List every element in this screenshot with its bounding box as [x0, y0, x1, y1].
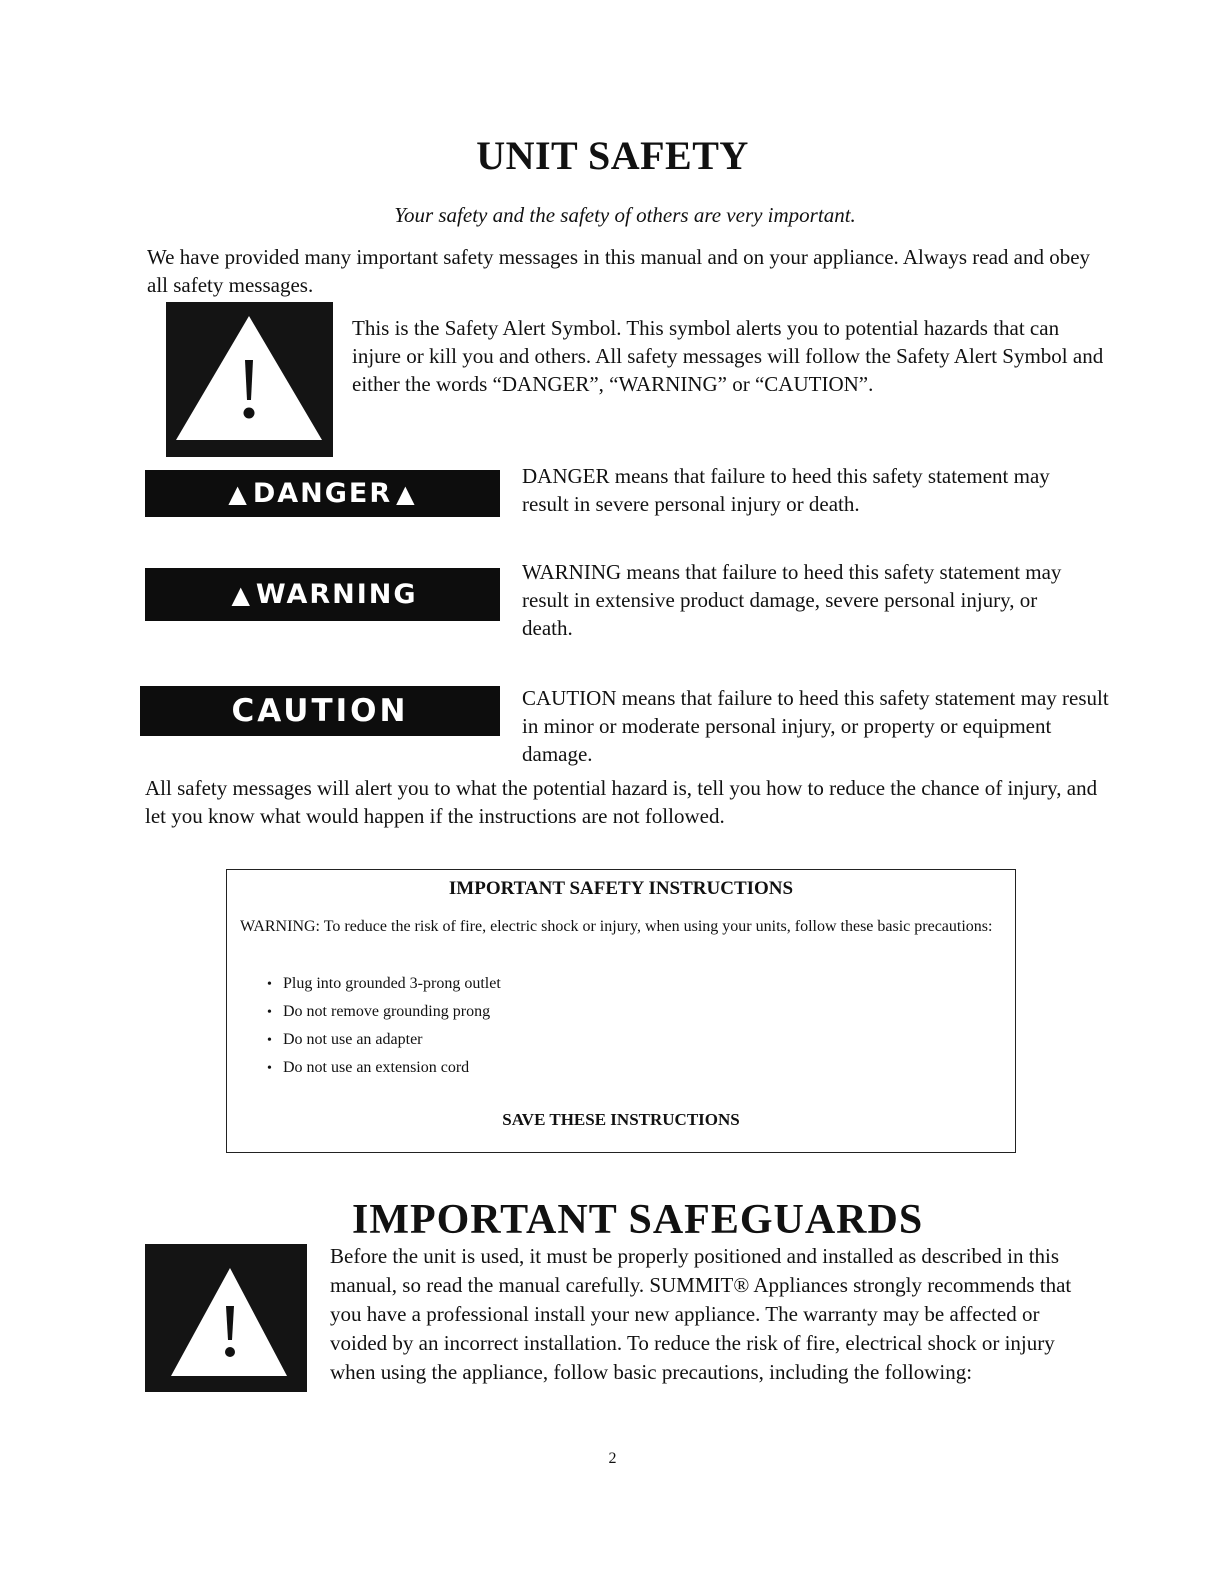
all-messages-paragraph: All safety messages will alert you to what the potential hazard is, tell you how to reduce the chance of injury, and let you know what would happen if the instructions are not followed.	[145, 776, 1098, 828]
page-title: UNIT SAFETY	[476, 133, 749, 178]
tagline: Your safety and the safety of others are very important.	[394, 203, 856, 227]
list-item: • Plug into grounded 3-prong outlet	[267, 970, 501, 998]
instructions-title: IMPORTANT SAFETY INSTRUCTIONS	[448, 878, 794, 899]
precautions-list	[267, 970, 501, 1082]
important-instructions-box	[226, 869, 1016, 1153]
list-item: • Do not use an adapter	[267, 1026, 501, 1054]
danger-description: DANGER means that failure to heed this safety statement may result in severe personal injury or death.	[522, 464, 1050, 516]
page-number: 2	[608, 1450, 617, 1467]
caution-label	[140, 686, 500, 736]
safeguards-paragraph: Before the unit is used, it must be properly positioned and installed as described in this manual, so read the manual carefully. SUMMIT® Appliances strongly recommends that you have a professional install your new appliance. The warranty may be affected or voided by an incorrect installation. To reduce the risk of fire, electrical shock or injury when using the appliance, follow basic precautions, including the following:	[330, 1244, 1072, 1384]
warning-label	[145, 568, 500, 621]
warning-label-text: WARNING	[255, 579, 418, 610]
danger-label	[145, 470, 500, 517]
warning-triangle-icon: ▲	[228, 479, 249, 508]
safety-alert-icon	[145, 1244, 307, 1392]
safeguards-title: IMPORTANT SAFEGUARDS	[352, 1197, 924, 1243]
instructions-warning: WARNING: To reduce the risk of fire, electric shock or injury, when using your units, follow these basic precautions:	[240, 918, 993, 935]
list-item: • Do not remove grounding prong	[267, 998, 501, 1026]
intro-paragraph: We have provided many important safety messages in this manual and on your appliance. Always read and obey all safety messages.	[147, 245, 1091, 297]
save-instructions: SAVE THESE INSTRUCTIONS	[502, 1110, 740, 1129]
alert-symbol-description: This is the Safety Alert Symbol. This symbol alerts you to potential hazards that can injure or kill you and others. All safety messages will follow the Safety Alert Symbol and either the words “DANGER”, “WARNING” or “CAUTION”.	[352, 316, 1104, 396]
caution-description: CAUTION means that failure to heed this safety statement may result in minor or moderate personal injury, or property or equipment damage.	[522, 686, 1109, 766]
caution-label-text: CAUTION	[231, 693, 409, 729]
warning-triangle-icon: ▲	[396, 479, 417, 508]
danger-label-text: DANGER	[252, 478, 393, 509]
list-item: • Do not use an extension cord	[267, 1054, 501, 1082]
warning-description: WARNING means that failure to heed this safety statement may result in extensive product damage, severe personal injury, or death.	[522, 560, 1062, 640]
warning-triangle-icon: ▲	[231, 580, 252, 609]
safety-alert-icon	[166, 302, 333, 457]
